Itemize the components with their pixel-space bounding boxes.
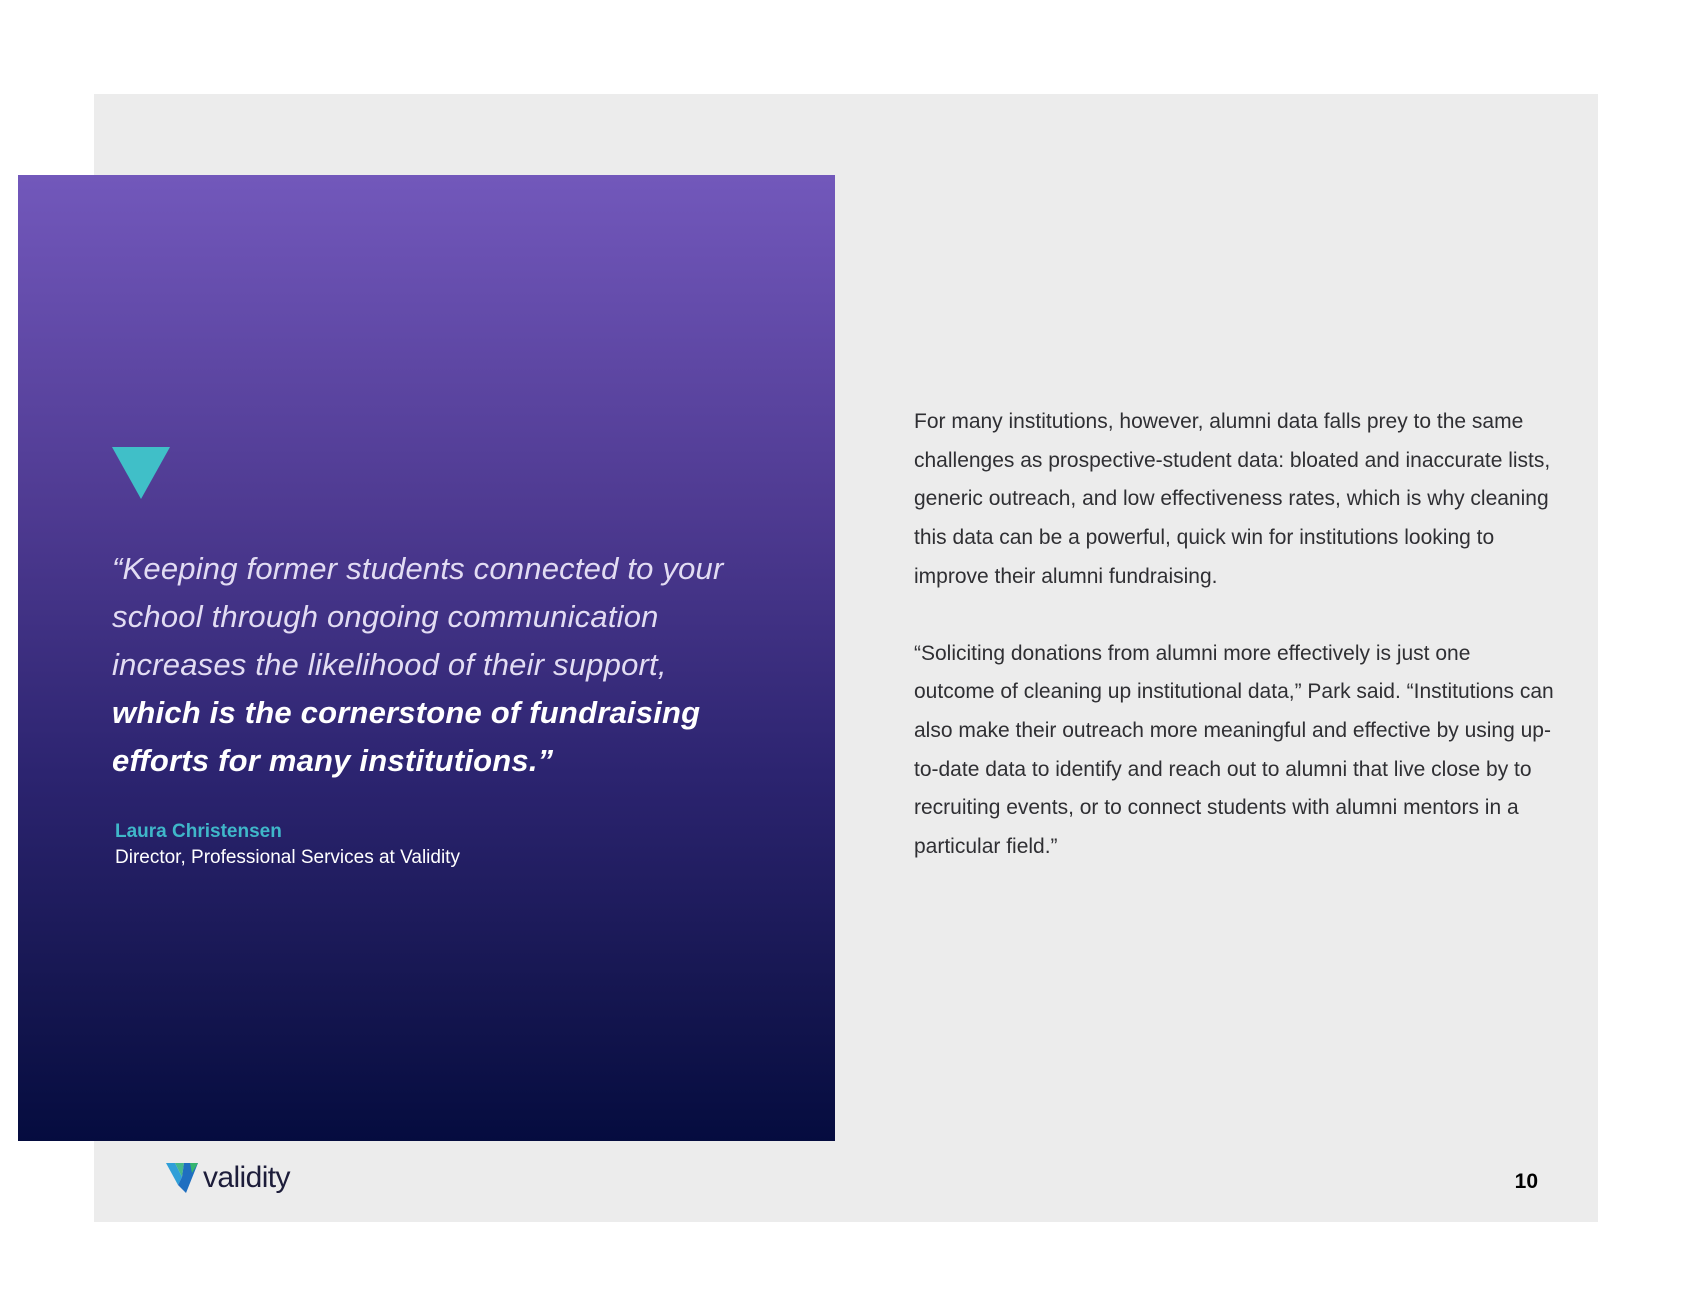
quote-author-role: Director, Professional Services at Validity <box>115 847 460 868</box>
body-paragraph-1: For many institutions, however, alumni data falls prey to the same challenges as prospective-student data: bloated and inaccurate lists, generic outreach, and low effectiveness rates, which is why cleaning this data can be a powerful, quick win for institutions looking to improve their alumni fundraising. <box>914 410 1551 588</box>
teal-triangle-icon <box>112 447 170 499</box>
pull-quote-text <box>112 545 752 785</box>
body-text-column <box>914 403 1554 905</box>
page-number: 10 <box>1514 1170 1538 1193</box>
body-paragraph-2: “Soliciting donations from alumni more effectively is just one outcome of cleaning up institutional data,” Park said. “Institutions can also make their outreach more meaningful and effective by using up-to-date data to identify and reach out to alumni that live close by to recruiting events, or to connect students with alumni mentors in a particular field.” <box>914 641 1554 859</box>
pull-quote-bold: which is the cornerstone of fundraising efforts for many institutions.” <box>112 695 701 778</box>
validity-logo <box>166 1160 290 1196</box>
quote-author-name: Laura Christensen <box>115 821 282 842</box>
validity-v-logo-icon <box>166 1163 198 1193</box>
pull-quote-light: “Keeping former students connected to your school through ongoing communication increases the likelihood of their support, <box>112 551 724 682</box>
logo-wordmark: validity <box>203 1161 290 1194</box>
pull-quote-box <box>18 175 835 1141</box>
